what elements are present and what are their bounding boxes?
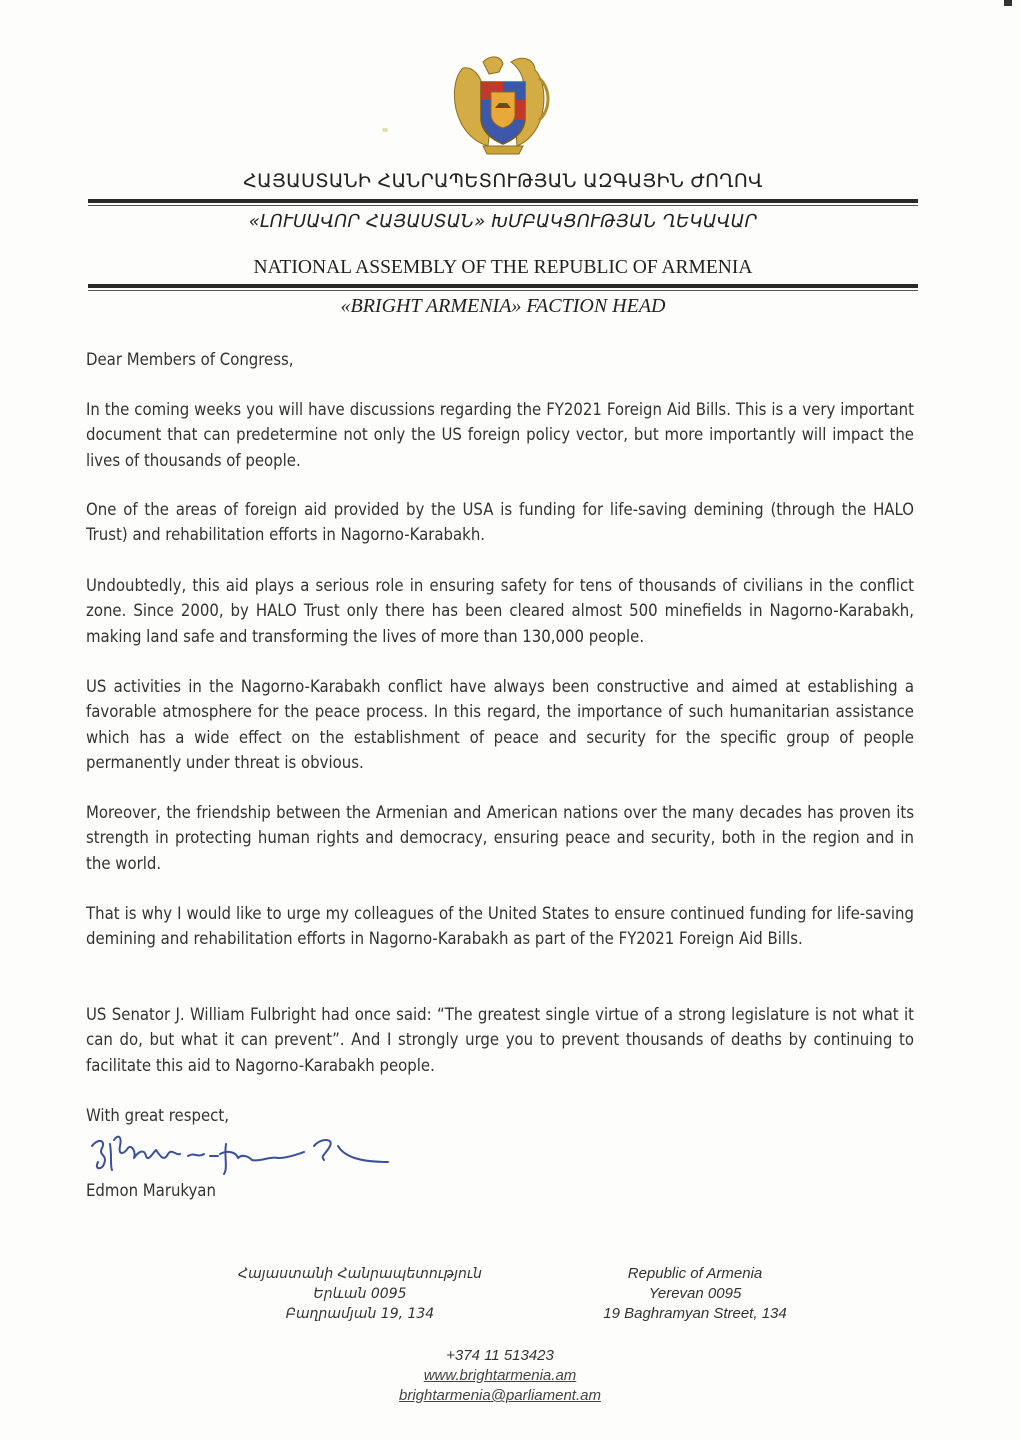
coat-of-arms-emblem [443,48,563,158]
header-divider [88,284,918,291]
handwritten-signature [88,1126,398,1178]
letter-paragraph: US activities in the Nagorno-Karabakh conflict have always been constructive and aimed at establishing a favorable atmosphere for the peace process. In this regard, the importance of such humanitarian assistance which has a wide effect on the establishment of peace and security for the specific group of people permanently under threat is obvious. [86,677,914,772]
letter-paragraph: In the coming weeks you will have discussions regarding the FY2021 Foreign Aid Bills. This is a very important document that can predetermine not only the US foreign policy vector, but more importantly will impact the lives of thousands of people. [86,400,914,470]
letter-closing: With great respect, [86,1106,229,1125]
letter-paragraph: US Senator J. William Fulbright had once said: “The greatest single virtue of a strong legislature is not what it can do, but what it can prevent”. And I strongly urge you to prevent thousands of deaths by continuing to facilitate this aid to Nagorno-Karabakh people. [86,1005,914,1075]
letter-paragraph: Moreover, the friendship between the Armenian and American nations over the many decades has proven its strength in protecting human rights and democracy, ensuring peace and security, both in the region and in the world. [86,803,914,873]
letter-greeting: Dear Members of Congress, [86,350,294,369]
address-armenian [225,1264,495,1324]
letterhead-armenian-subtitle: «ԼՈՒՍԱՎՈՐ ՀԱՅԱՍՏԱՆ» ԽՄԲԱԿՑՈՒԹՅԱՆ ՂԵԿԱՎԱՐ [248,211,758,232]
scan-corner-mark [1004,0,1012,6]
letter-paragraph: That is why I would like to urge my colleagues of the United States to ensure continued funding for life-saving demining and rehabilitation efforts in Nagorno-Karabakh as part of the FY2021 Foreign Aid Bills. [86,904,914,949]
address-english-line: Yerevan 0095 [648,1285,742,1302]
address-armenian-line: Երևան 0095 [313,1286,407,1302]
address-english-line: 19 Baghramyan Street, 134 [603,1305,787,1322]
address-armenian-line: Բաղրամյան 19, 134 [285,1306,435,1322]
letterhead-english-title: NATIONAL ASSEMBLY OF THE REPUBLIC OF ARMENIA [253,257,753,278]
phone-number: +374 11 513423 [446,1347,554,1364]
address-english-line: Republic of Armenia [627,1265,763,1282]
signer-name: Edmon Marukyan [86,1181,216,1200]
address-english [585,1264,805,1324]
letter-paragraph: One of the areas of foreign aid provided by the USA is funding for life-saving demining (through the HALO Trust) and rehabilitation efforts in Nagorno-Karabakh. [86,500,914,545]
letter-paragraph: Undoubtedly, this aid plays a serious role in ensuring safety for tens of thousands of civilians in the conflict zone. Since 2000, by HALO Trust only there has been cleared almost 500 minefields in Nagorno-Karabakh, making land safe and transforming the lives of more than 130,000 people. [86,576,914,646]
scan-speck [382,128,388,132]
website-link[interactable]: www.brightarmenia.am [423,1367,577,1384]
letterhead-english-subtitle: «BRIGHT ARMENIA» FACTION HEAD [340,295,666,317]
header-divider [88,199,918,206]
email-link[interactable]: brightarmenia@parliament.am [399,1387,601,1404]
contact-block [370,1346,630,1406]
address-armenian-line: Հայաստանի Հանրապետություն [238,1266,482,1282]
letterhead-armenian-title: ՀԱՅԱՍՏԱՆԻ ՀԱՆՐԱՊԵՏՈՒԹՅԱՆ ԱԶԳԱՅԻՆ ԺՈՂՈՎ [243,170,763,192]
